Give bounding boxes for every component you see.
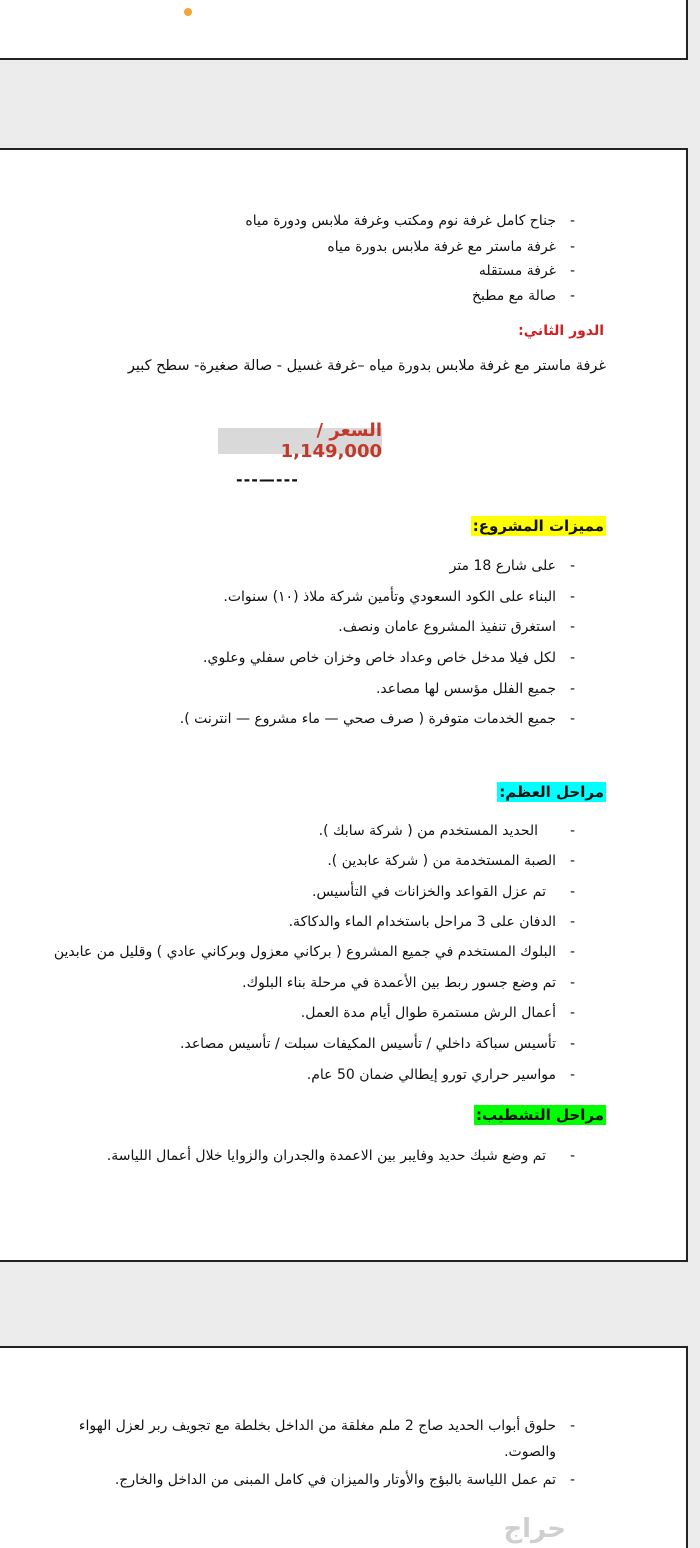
rooms-item-1: جناح كامل غرفة نوم ومكتب وغرفة ملابس ودورة مياه (245, 213, 556, 229)
structure-item-3: تم عزل القواعد والخزانات في التأسيس. (312, 884, 546, 900)
rooms-item-4: صالة مع مطبخ (471, 288, 556, 304)
structure-item-5: البلوك المستخدم في جميع المشروع ( بركاني معزول وبركاني عادي ) وقليل من عابدين (53, 944, 556, 960)
bullet-dash: - (570, 1036, 576, 1052)
structure-item-2: الصبة المستخدمة من ( شركة عابدين ). (327, 853, 556, 869)
bullet-dash: - (570, 884, 576, 900)
structure-item-9: مواسير حراري تورو إيطالي ضمان 50 عام. (306, 1067, 556, 1083)
separator: ---—--- (236, 470, 299, 489)
features-title: مميزات المشروع: (472, 517, 604, 535)
page-2 (0, 148, 688, 1262)
feature-item-1: على شارع 18 متر (449, 558, 556, 574)
finishing-item-1: تم وضع شبك حديد وفايبر بين الاعمدة والجدران والزوايا خلال أعمال اللياسة. (106, 1148, 546, 1164)
rooms-item-3: غرفة مستقله (478, 263, 556, 279)
bullet-dash: - (570, 914, 576, 930)
bullet-dash: - (570, 263, 576, 279)
bullet-dash: - (570, 681, 576, 697)
bullet-dash: - (570, 1148, 576, 1164)
finishing-title: مراحل التشطيب: (476, 1106, 604, 1124)
structure-item-8: تأسيس سباكة داخلي / تأسيس المكيفات سبلت / تأسيس مصاعد. (180, 1036, 556, 1052)
structure-title: مراحل العظم: (499, 783, 604, 801)
second-floor-text: غرفة ماستر مع غرفة ملابس بدورة مياه –غرفة غسيل - صالة صغيرة- سطح كبير (127, 358, 606, 374)
feature-item-6: جميع الخدمات متوفرة ( صرف صحي — ماء مشروع — انترنت ). (179, 711, 556, 727)
bullet-dash: - (570, 558, 576, 574)
page3-item-1-cont: والصوت. (504, 1444, 556, 1460)
structure-item-6: تم وضع جسور ربط بين الأعمدة في مرحلة بناء البلوك. (242, 975, 556, 991)
structure-item-1: الحديد المستخدم من ( شركة سابك ). (318, 823, 538, 839)
feature-item-4: لكل فيلا مدخل خاص وعداد خاص وخزان خاص سفلي وعلوي. (203, 650, 556, 666)
rooms-item-2: غرفة ماستر مع غرفة ملابس بدورة مياه (327, 239, 556, 255)
second-floor-title: الدور الثاني: (518, 323, 604, 339)
bullet-dash: - (570, 213, 576, 229)
page-1-bottom (0, 0, 688, 60)
bullet-dash: - (570, 288, 576, 304)
page3-item-2: تم عمل اللياسة بالبؤج والأوتار والميزان في كامل المبنى من الداخل والخارج. (114, 1472, 556, 1488)
watermark-logo: حراج (503, 1514, 566, 1544)
orange-dot-icon (184, 8, 192, 16)
bullet-dash: - (570, 239, 576, 255)
page-3 (0, 1346, 688, 1548)
price-label: السعر / 1,149,000 (218, 428, 382, 454)
bullet-dash: - (570, 853, 576, 869)
page3-item-1: حلوق أبواب الحديد صاج 2 ملم مغلقة من الداخل بخلطة مع تجويف ربر لعزل الهواء (78, 1418, 556, 1434)
bullet-dash: - (570, 975, 576, 991)
bullet-dash: - (570, 823, 576, 839)
bullet-dash: - (570, 944, 576, 960)
bullet-dash: - (570, 619, 576, 635)
bullet-dash: - (570, 1418, 576, 1434)
feature-item-5: جميع الفلل مؤسس لها مصاعد. (375, 681, 556, 697)
bullet-dash: - (570, 589, 576, 605)
bullet-dash: - (570, 711, 576, 727)
bullet-dash: - (570, 1005, 576, 1021)
feature-item-2: البناء على الكود السعودي وتأمين شركة ملاذ (١٠) سنوات. (223, 589, 556, 605)
feature-item-3: استغرق تنفيذ المشروع عامان ونصف. (338, 619, 556, 635)
bullet-dash: - (570, 650, 576, 666)
bullet-dash: - (570, 1067, 576, 1083)
structure-item-7: أعمال الرش مستمرة طوال أيام مدة العمل. (300, 1005, 556, 1021)
structure-item-4: الدفان على 3 مراحل باستخدام الماء والدكاكة. (288, 914, 556, 930)
bullet-dash: - (570, 1472, 576, 1488)
